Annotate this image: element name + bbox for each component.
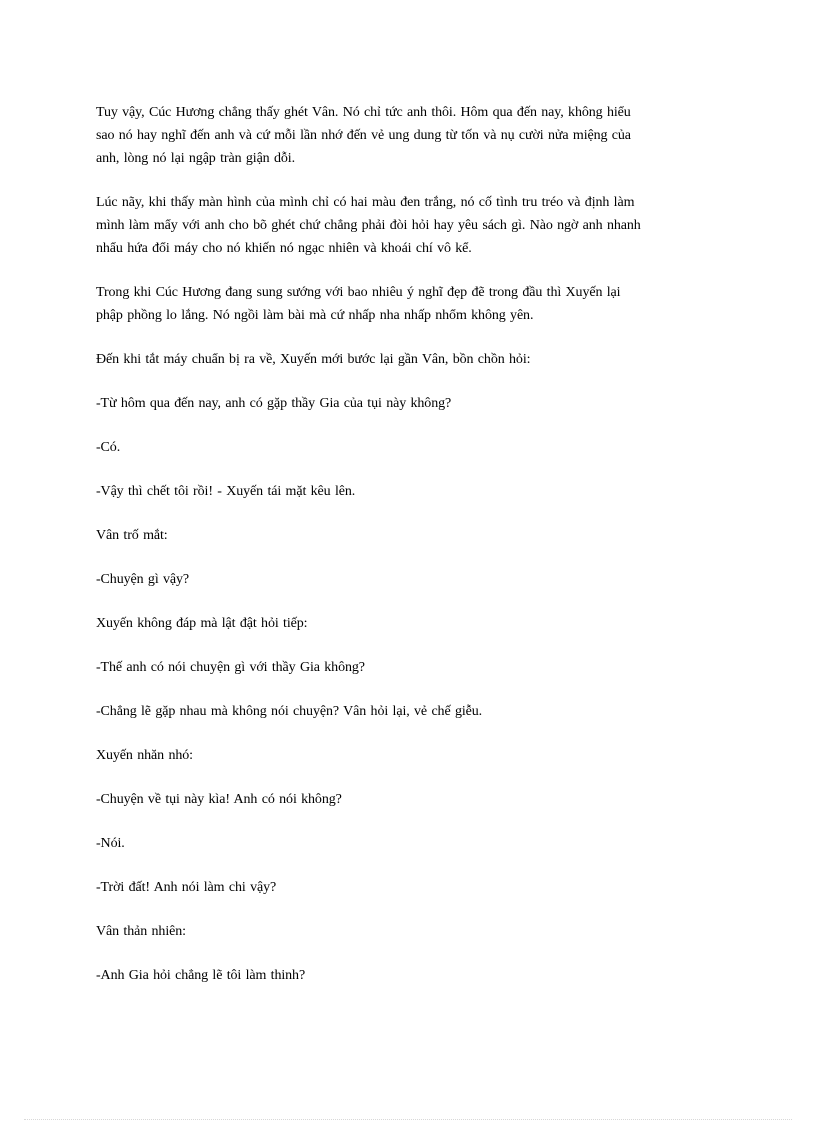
paragraph <box>96 832 716 855</box>
text-line: -Nói. <box>96 836 125 851</box>
paragraph <box>96 920 716 943</box>
paragraph <box>96 348 716 371</box>
text-line: Lúc nãy, khi thấy màn hình của mình chỉ có hai màu đen trắng, nó cố tình tru tréo và định làm <box>96 195 635 210</box>
text-line: Xuyến không đáp mà lật đật hỏi tiếp: <box>96 616 308 631</box>
text-line: -Chuyện về tụi này kìa! Anh có nói không? <box>96 792 342 807</box>
text-line: -Chẳng lẽ gặp nhau mà không nói chuyện? Vân hỏi lại, vẻ chế giễu. <box>96 704 483 719</box>
page-bottom-divider <box>24 1119 792 1120</box>
text-line: -Trời đất! Anh nói làm chi vậy? <box>96 880 277 895</box>
paragraph <box>96 612 716 635</box>
text-line: Đến khi tắt máy chuẩn bị ra về, Xuyến mới bước lại gần Vân, bồn chồn hỏi: <box>96 352 531 367</box>
paragraph <box>96 744 716 767</box>
text-line: Vân thản nhiên: <box>96 924 186 939</box>
text-line: -Anh Gia hỏi chẳng lẽ tôi làm thinh? <box>96 968 306 983</box>
paragraph <box>96 788 716 811</box>
paragraph <box>96 568 716 591</box>
text-line: nhẩu hứa đổi máy cho nó khiến nó ngạc nhiên và khoái chí vô kể. <box>96 241 472 256</box>
paragraph <box>96 281 716 327</box>
text-line: -Thế anh có nói chuyện gì với thầy Gia không? <box>96 660 365 675</box>
text-line: Tuy vậy, Cúc Hương chẳng thấy ghét Vân. Nó chỉ tức anh thôi. Hôm qua đến nay, không hiểu <box>96 105 631 120</box>
paragraph <box>96 101 716 170</box>
text-line: phập phồng lo lắng. Nó ngồi làm bài mà cứ nhấp nha nhấp nhổm không yên. <box>96 308 534 323</box>
paragraph <box>96 656 716 679</box>
text-line: Vân trố mắt: <box>96 528 168 543</box>
paragraph <box>96 436 716 459</box>
text-line: -Chuyện gì vậy? <box>96 572 190 587</box>
document-body <box>96 101 716 1008</box>
paragraph <box>96 480 716 503</box>
text-line: Trong khi Cúc Hương đang sung sướng với bao nhiêu ý nghĩ đẹp đẽ trong đầu thì Xuyến lại <box>96 285 621 300</box>
text-line: anh, lòng nó lại ngập tràn giận dỗi. <box>96 151 295 166</box>
text-line: mình làm mẩy với anh cho bõ ghét chứ chẳng phải đòi hỏi hay yêu sách gì. Nào ngờ anh nhanh <box>96 218 641 233</box>
paragraph <box>96 964 716 987</box>
text-line: -Vậy thì chết tôi rồi! - Xuyến tái mặt kêu lên. <box>96 484 356 499</box>
paragraph <box>96 700 716 723</box>
text-line: -Từ hôm qua đến nay, anh có gặp thầy Gia của tụi này không? <box>96 396 452 411</box>
paragraph <box>96 524 716 547</box>
text-line: Xuyến nhăn nhó: <box>96 748 193 763</box>
text-line: -Có. <box>96 440 121 455</box>
paragraph <box>96 392 716 415</box>
paragraph <box>96 191 716 260</box>
text-line: sao nó hay nghĩ đến anh và cứ mỗi lần nhớ đến vẻ ung dung từ tốn và nụ cười nửa miệng của <box>96 128 631 143</box>
paragraph <box>96 876 716 899</box>
